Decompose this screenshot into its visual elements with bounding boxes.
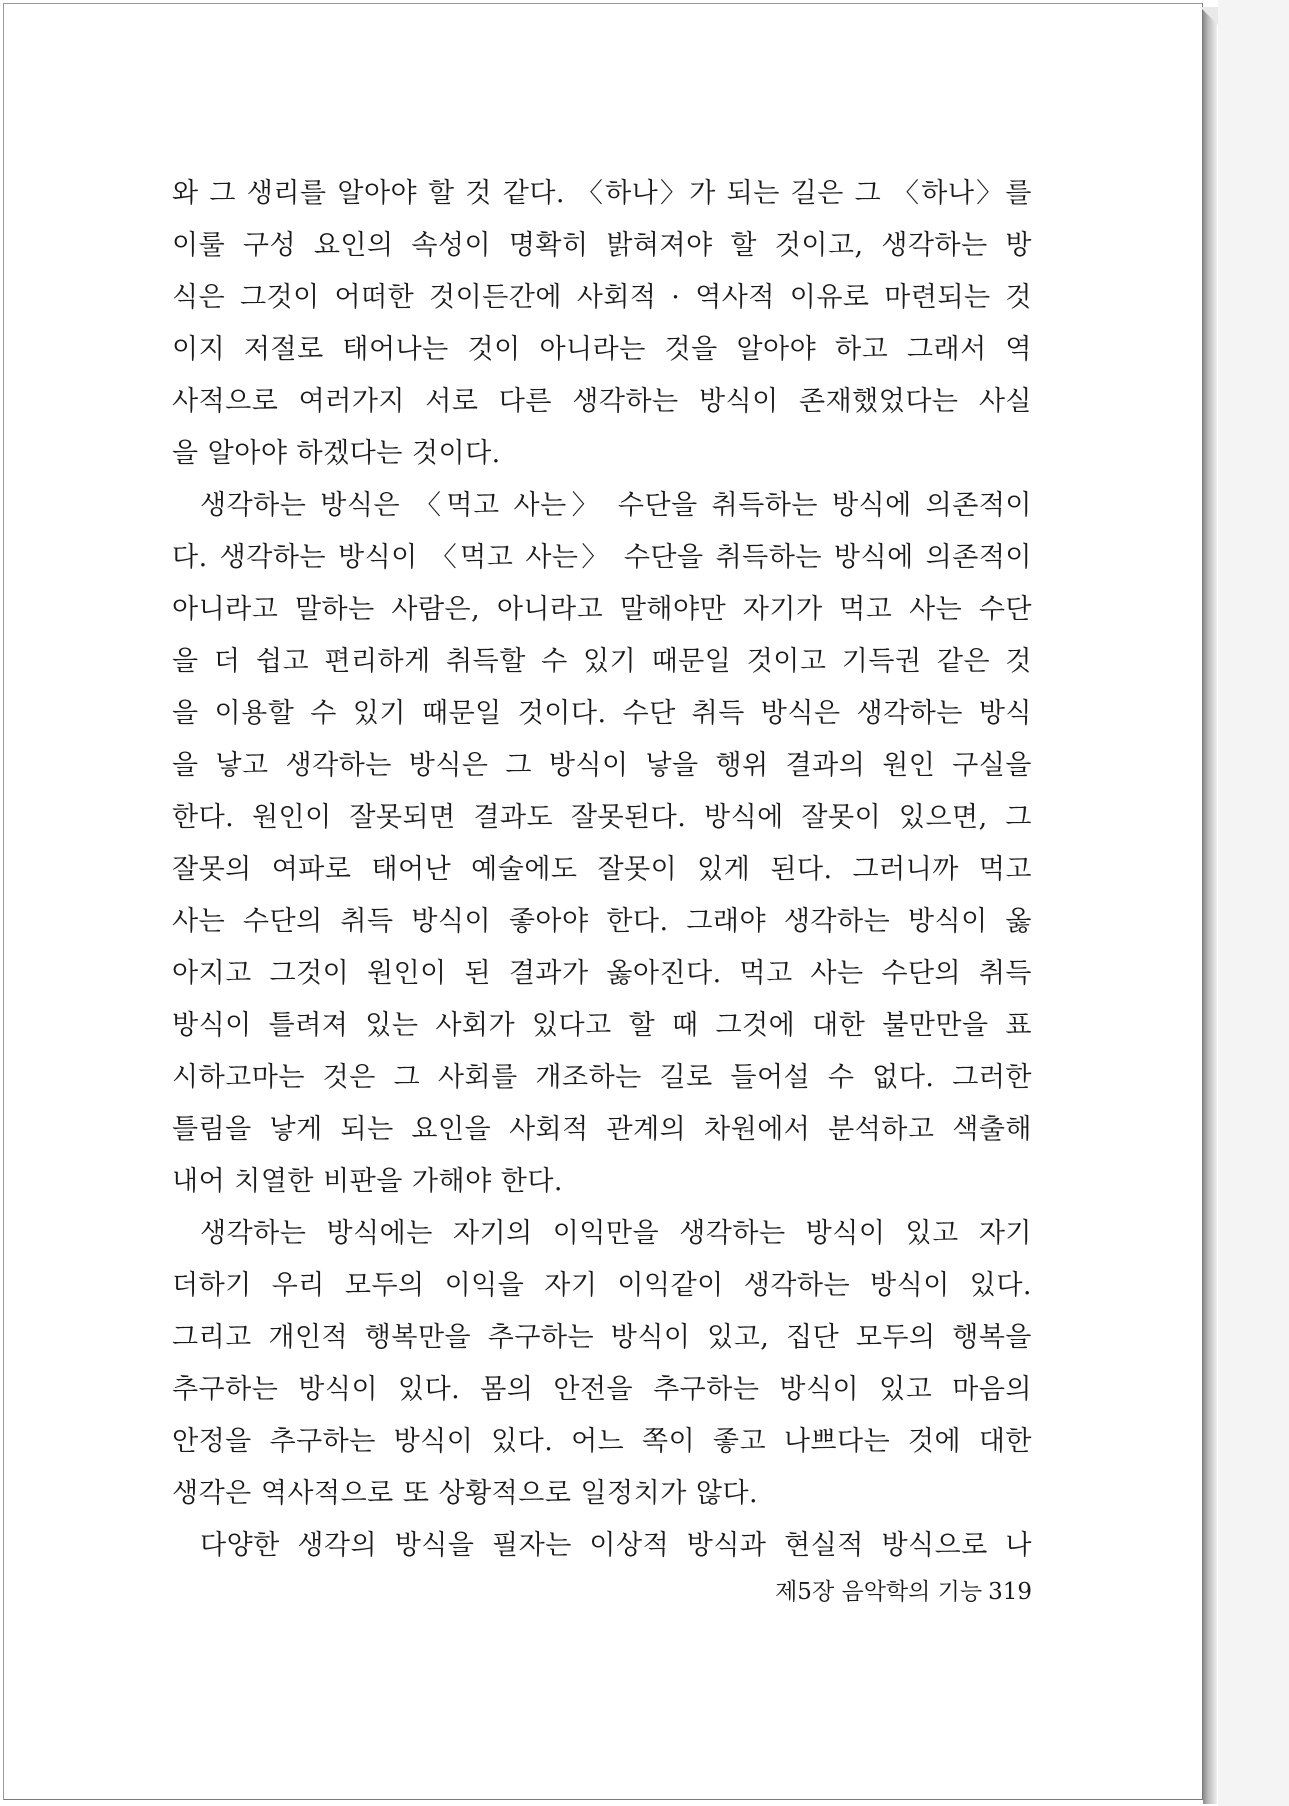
- paragraph-end-line: 생각은 역사적으로 또 상황적으로 일정치가 않다.: [172, 1478, 759, 1509]
- text-line: 을 이용할 수 있기 때문일 것이다. 수단 취득 방식은 생각하는 방식: [172, 698, 1032, 729]
- text-line: 다. 생각하는 방식이 〈먹고 사는〉 수단을 취득하는 방식에 의존적이: [172, 542, 1032, 573]
- text-line: 그리고 개인적 행복만을 추구하는 방식이 있고, 집단 모두의 행복을: [172, 1322, 1032, 1353]
- page-corner-fold: [1200, 7, 1218, 25]
- text-line: 아지고 그것이 원인이 된 결과가 옳아진다. 먹고 사는 수단의 취득: [172, 958, 1032, 989]
- text-line: 사적으로 여러가지 서로 다른 생각하는 방식이 존재했었다는 사실: [172, 386, 1032, 417]
- text-line: 추구하는 방식이 있다. 몸의 안전을 추구하는 방식이 있고 마음의: [172, 1374, 1032, 1405]
- paragraph-start-line: 다양한 생각의 방식을 필자는 이상적 방식과 현실적 방식으로 나: [200, 1530, 1032, 1561]
- text-line: 방식이 틀려져 있는 사회가 있다고 할 때 그것에 대한 불만만을 표: [172, 1010, 1032, 1041]
- text-line: 한다. 원인이 잘못되면 결과도 잘못된다. 방식에 잘못이 있으면, 그: [172, 802, 1032, 833]
- text-line: 잘못의 여파로 태어난 예술에도 잘못이 있게 된다. 그러니까 먹고: [172, 854, 1032, 885]
- text-line: 와 그 생리를 알아야 할 것 같다. 〈하나〉가 되는 길은 그 〈하나〉를: [172, 178, 1032, 209]
- text-line: 이룰 구성 요인의 속성이 명확히 밝혀져야 할 것이고, 생각하는 방: [172, 230, 1032, 261]
- paragraph-start-line: 생각하는 방식에는 자기의 이익만을 생각하는 방식이 있고 자기: [200, 1218, 1032, 1249]
- text-line: 을 낳고 생각하는 방식은 그 방식이 낳을 행위 결과의 원인 구실을: [172, 750, 1032, 781]
- page-body: [172, 168, 1032, 1572]
- paragraph-end-line: 내어 치열한 비판을 가해야 한다.: [172, 1166, 563, 1197]
- viewer-gutter: [1218, 0, 1289, 1806]
- text-line: 사는 수단의 취득 방식이 좋아야 한다. 그래야 생각하는 방식이 옳: [172, 906, 1032, 937]
- text-line: 안정을 추구하는 방식이 있다. 어느 쪽이 좋고 나쁘다는 것에 대한: [172, 1426, 1032, 1457]
- paragraph-start-line: 생각하는 방식은 〈먹고 사는〉 수단을 취득하는 방식에 의존적이: [200, 490, 1032, 521]
- text-line: 이지 저절로 태어나는 것이 아니라는 것을 알아야 하고 그래서 역: [172, 334, 1032, 365]
- text-line: 더하기 우리 모두의 이익을 자기 이익같이 생각하는 방식이 있다.: [172, 1270, 1032, 1301]
- page-shadow: [1203, 8, 1217, 1804]
- text-line: 시하고마는 것은 그 사회를 개조하는 길로 들어설 수 없다. 그러한: [172, 1062, 1032, 1093]
- text-line: 아니라고 말하는 사람은, 아니라고 말해야만 자기가 먹고 사는 수단: [172, 594, 1032, 625]
- text-line: 틀림을 낳게 되는 요인을 사회적 관계의 차원에서 분석하고 색출해: [172, 1114, 1032, 1145]
- page-footer: [722, 1572, 1032, 1612]
- text-line: 식은 그것이 어떠한 것이든간에 사회적 · 역사적 이유로 마련되는 것: [172, 282, 1032, 313]
- running-head: 제5장 음악학의 기능: [775, 1579, 983, 1605]
- text-line: 을 더 쉽고 편리하게 취득할 수 있기 때문일 것이고 기득권 같은 것: [172, 646, 1032, 677]
- page-number: 319: [988, 1579, 1032, 1605]
- paragraph-end-line: 을 알아야 하겠다는 것이다.: [172, 438, 501, 469]
